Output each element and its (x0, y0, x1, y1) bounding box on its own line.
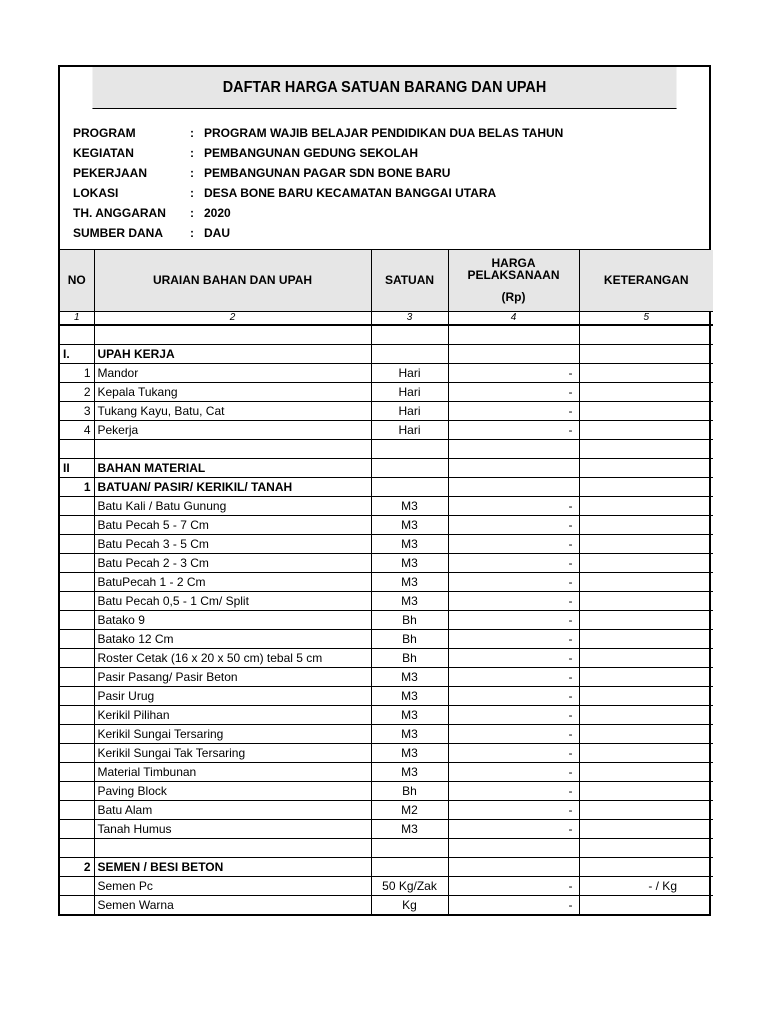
info-colon: : (190, 146, 194, 160)
cell-uraian (94, 325, 371, 344)
info-colon: : (190, 186, 194, 200)
cell-uraian: Kepala Tukang (94, 382, 371, 401)
cell-uraian: Pekerja (94, 420, 371, 439)
cell-harga: - (448, 724, 579, 743)
cell-uraian (94, 838, 371, 857)
table-row (60, 439, 713, 458)
info-label: TH. ANGGARAN (73, 206, 166, 220)
cell-keterangan (579, 325, 713, 344)
column-number: 3 (371, 311, 448, 325)
cell-keterangan (579, 363, 713, 382)
cell-uraian: Batu Kali / Batu Gunung (94, 496, 371, 515)
cell-uraian: BAHAN MATERIAL (94, 458, 371, 477)
cell-no (60, 838, 94, 857)
cell-uraian: Batu Pecah 3 - 5 Cm (94, 534, 371, 553)
cell-harga: - (448, 781, 579, 800)
cell-uraian: Batu Pecah 0,5 - 1 Cm/ Split (94, 591, 371, 610)
table-row (60, 686, 713, 705)
cell-satuan: M2 (371, 800, 448, 819)
cell-uraian: Kerikil Sungai Tersaring (94, 724, 371, 743)
cell-harga: - (448, 800, 579, 819)
cell-satuan: M3 (371, 705, 448, 724)
cell-keterangan (579, 857, 713, 876)
project-info (60, 109, 709, 250)
cell-keterangan (579, 401, 713, 420)
table-row (60, 724, 713, 743)
info-colon: : (190, 126, 194, 140)
cell-keterangan (579, 743, 713, 762)
cell-keterangan (579, 724, 713, 743)
cell-satuan (371, 477, 448, 496)
header-uraian: URAIAN BAHAN DAN UPAH (94, 250, 371, 311)
cell-no (60, 515, 94, 534)
cell-harga (448, 439, 579, 458)
cell-harga: - (448, 895, 579, 914)
cell-keterangan (579, 648, 713, 667)
table-row (60, 553, 713, 572)
info-value: DAU (204, 226, 230, 240)
cell-harga: - (448, 420, 579, 439)
cell-satuan: M3 (371, 496, 448, 515)
cell-harga: - (448, 496, 579, 515)
cell-harga: - (448, 667, 579, 686)
cell-satuan: M3 (371, 667, 448, 686)
info-value: DESA BONE BARU KECAMATAN BANGGAI UTARA (204, 186, 497, 200)
cell-harga: - (448, 629, 579, 648)
cell-keterangan (579, 477, 713, 496)
cell-no: 2 (60, 857, 94, 876)
cell-satuan: 50 Kg/Zak (371, 876, 448, 895)
cell-keterangan (579, 553, 713, 572)
cell-keterangan (579, 819, 713, 838)
info-row (60, 203, 709, 223)
info-colon: : (190, 206, 194, 220)
cell-satuan (371, 857, 448, 876)
cell-uraian: Batu Alam (94, 800, 371, 819)
cell-satuan: M3 (371, 515, 448, 534)
cell-uraian: Pasir Urug (94, 686, 371, 705)
cell-harga: - (448, 363, 579, 382)
cell-no (60, 895, 94, 914)
cell-harga (448, 477, 579, 496)
cell-satuan: M3 (371, 724, 448, 743)
info-row (60, 143, 709, 163)
cell-satuan: Bh (371, 781, 448, 800)
cell-harga (448, 838, 579, 857)
cell-keterangan (579, 705, 713, 724)
table-row (60, 382, 713, 401)
table-row (60, 895, 713, 914)
cell-satuan: M3 (371, 686, 448, 705)
table-row (60, 629, 713, 648)
cell-uraian: Batako 12 Cm (94, 629, 371, 648)
info-row (60, 163, 709, 183)
table-row (60, 819, 713, 838)
cell-no (60, 572, 94, 591)
cell-keterangan (579, 496, 713, 515)
info-label: KEGIATAN (73, 146, 134, 160)
info-label: SUMBER DANA (73, 226, 163, 240)
table-row (60, 344, 713, 363)
table-row (60, 667, 713, 686)
cell-harga: - (448, 572, 579, 591)
header-no: NO (60, 250, 94, 311)
cell-keterangan (579, 762, 713, 781)
cell-satuan: M3 (371, 553, 448, 572)
cell-satuan: Hari (371, 420, 448, 439)
cell-uraian: Kerikil Sungai Tak Tersaring (94, 743, 371, 762)
header-keterangan: KETERANGAN (579, 250, 713, 311)
table-row (60, 876, 713, 895)
cell-satuan: M3 (371, 534, 448, 553)
column-number: 1 (60, 311, 94, 325)
column-number: 2 (94, 311, 371, 325)
table-row (60, 762, 713, 781)
cell-keterangan (579, 439, 713, 458)
cell-satuan: M3 (371, 762, 448, 781)
cell-keterangan (579, 838, 713, 857)
cell-no (60, 800, 94, 819)
header-harga (448, 250, 579, 311)
table-row (60, 420, 713, 439)
cell-uraian: SEMEN / BESI BETON (94, 857, 371, 876)
cell-harga: - (448, 762, 579, 781)
cell-uraian: Batu Pecah 2 - 3 Cm (94, 553, 371, 572)
cell-harga: - (448, 382, 579, 401)
cell-harga: - (448, 648, 579, 667)
cell-satuan: M3 (371, 819, 448, 838)
cell-satuan: Bh (371, 629, 448, 648)
cell-keterangan (579, 382, 713, 401)
price-table (60, 250, 713, 914)
cell-no (60, 876, 94, 895)
cell-uraian: Semen Warna (94, 895, 371, 914)
cell-no (60, 325, 94, 344)
cell-no (60, 629, 94, 648)
cell-satuan (371, 439, 448, 458)
cell-keterangan (579, 534, 713, 553)
table-row (60, 648, 713, 667)
cell-satuan (371, 838, 448, 857)
header-harga-line1: HARGA (491, 256, 536, 271)
cell-uraian: UPAH KERJA (94, 344, 371, 363)
cell-keterangan (579, 895, 713, 914)
cell-harga: - (448, 610, 579, 629)
cell-keterangan (579, 686, 713, 705)
cell-uraian: Mandor (94, 363, 371, 382)
cell-satuan: Kg (371, 895, 448, 914)
cell-no: I. (60, 344, 94, 363)
cell-keterangan (579, 344, 713, 363)
info-row (60, 183, 709, 203)
cell-satuan: M3 (371, 743, 448, 762)
cell-no (60, 534, 94, 553)
cell-harga: - (448, 819, 579, 838)
cell-harga: - (448, 876, 579, 895)
cell-harga: - (448, 553, 579, 572)
table-row (60, 401, 713, 420)
info-label: LOKASI (73, 186, 119, 200)
cell-satuan: M3 (371, 572, 448, 591)
info-colon: : (190, 226, 194, 240)
cell-no (60, 686, 94, 705)
info-row (60, 223, 709, 243)
cell-no (60, 591, 94, 610)
cell-keterangan (579, 800, 713, 819)
table-header-row (60, 250, 713, 311)
cell-no (60, 667, 94, 686)
cell-uraian: BATUAN/ PASIR/ KERIKIL/ TANAH (94, 477, 371, 496)
table-row (60, 515, 713, 534)
cell-keterangan (579, 515, 713, 534)
cell-no (60, 781, 94, 800)
cell-satuan (371, 344, 448, 363)
cell-no (60, 610, 94, 629)
cell-uraian: Tanah Humus (94, 819, 371, 838)
cell-no (60, 819, 94, 838)
table-row (60, 363, 713, 382)
cell-satuan: Hari (371, 382, 448, 401)
cell-no (60, 439, 94, 458)
cell-uraian: Tukang Kayu, Batu, Cat (94, 401, 371, 420)
table-row (60, 591, 713, 610)
column-number-row (60, 311, 713, 325)
cell-uraian: Batu Pecah 5 - 7 Cm (94, 515, 371, 534)
cell-keterangan (579, 610, 713, 629)
cell-satuan: Hari (371, 363, 448, 382)
table-row (60, 458, 713, 477)
cell-uraian: Material Timbunan (94, 762, 371, 781)
info-colon: : (190, 166, 194, 180)
info-value: 2020 (204, 206, 231, 220)
cell-keterangan (579, 781, 713, 800)
cell-no (60, 553, 94, 572)
document-title: DAFTAR HARGA SATUAN BARANG DAN UPAH (92, 67, 676, 109)
cell-satuan: Hari (371, 401, 448, 420)
cell-harga: - (448, 515, 579, 534)
cell-satuan (371, 325, 448, 344)
cell-keterangan (579, 420, 713, 439)
cell-keterangan (579, 572, 713, 591)
table-row (60, 534, 713, 553)
column-number: 5 (579, 311, 713, 325)
cell-no (60, 724, 94, 743)
cell-keterangan (579, 629, 713, 648)
table-body (60, 325, 713, 914)
header-harga-line3: (Rp) (501, 290, 526, 305)
cell-no (60, 705, 94, 724)
cell-no: 2 (60, 382, 94, 401)
cell-harga: - (448, 686, 579, 705)
table-row (60, 800, 713, 819)
info-value: PROGRAM WAJIB BELAJAR PENDIDIKAN DUA BELAS TAHUN (204, 126, 564, 140)
column-number: 4 (448, 311, 579, 325)
cell-satuan: Bh (371, 648, 448, 667)
table-row (60, 572, 713, 591)
cell-uraian: Roster Cetak (16 x 20 x 50 cm) tebal 5 cm (94, 648, 371, 667)
info-row (60, 123, 709, 143)
cell-harga: - (448, 705, 579, 724)
table-row (60, 610, 713, 629)
cell-no: 1 (60, 477, 94, 496)
table-row (60, 477, 713, 496)
header-harga-line2: PELAKSANAAN (467, 268, 560, 283)
cell-harga: - (448, 401, 579, 420)
cell-harga: - (448, 534, 579, 553)
cell-no: 3 (60, 401, 94, 420)
table-row (60, 705, 713, 724)
info-label: PROGRAM (73, 126, 136, 140)
cell-no: 1 (60, 363, 94, 382)
cell-harga (448, 857, 579, 876)
table-row (60, 838, 713, 857)
cell-uraian: Batako 9 (94, 610, 371, 629)
info-value: PEMBANGUNAN GEDUNG SEKOLAH (204, 146, 419, 160)
table-row (60, 743, 713, 762)
cell-satuan: Bh (371, 610, 448, 629)
cell-keterangan: - / Kg (579, 876, 713, 895)
cell-uraian (94, 439, 371, 458)
cell-satuan: M3 (371, 591, 448, 610)
cell-harga: - (448, 743, 579, 762)
cell-uraian: Pasir Pasang/ Pasir Beton (94, 667, 371, 686)
cell-harga (448, 325, 579, 344)
cell-keterangan (579, 667, 713, 686)
cell-uraian: Paving Block (94, 781, 371, 800)
cell-uraian: Semen Pc (94, 876, 371, 895)
cell-no (60, 762, 94, 781)
cell-uraian: BatuPecah 1 - 2 Cm (94, 572, 371, 591)
cell-satuan (371, 458, 448, 477)
cell-no (60, 743, 94, 762)
cell-uraian: Kerikil Pilihan (94, 705, 371, 724)
cell-harga (448, 344, 579, 363)
header-satuan: SATUAN (371, 250, 448, 311)
cell-no: II (60, 458, 94, 477)
info-value: PEMBANGUNAN PAGAR SDN BONE BARU (204, 166, 451, 180)
cell-keterangan (579, 458, 713, 477)
cell-keterangan (579, 591, 713, 610)
table-row (60, 781, 713, 800)
price-list-sheet (58, 65, 711, 916)
cell-no (60, 496, 94, 515)
cell-no (60, 648, 94, 667)
info-label: PEKERJAAN (73, 166, 148, 180)
cell-harga (448, 458, 579, 477)
cell-harga: - (448, 591, 579, 610)
cell-no: 4 (60, 420, 94, 439)
table-row (60, 496, 713, 515)
table-row (60, 857, 713, 876)
table-row (60, 325, 713, 344)
